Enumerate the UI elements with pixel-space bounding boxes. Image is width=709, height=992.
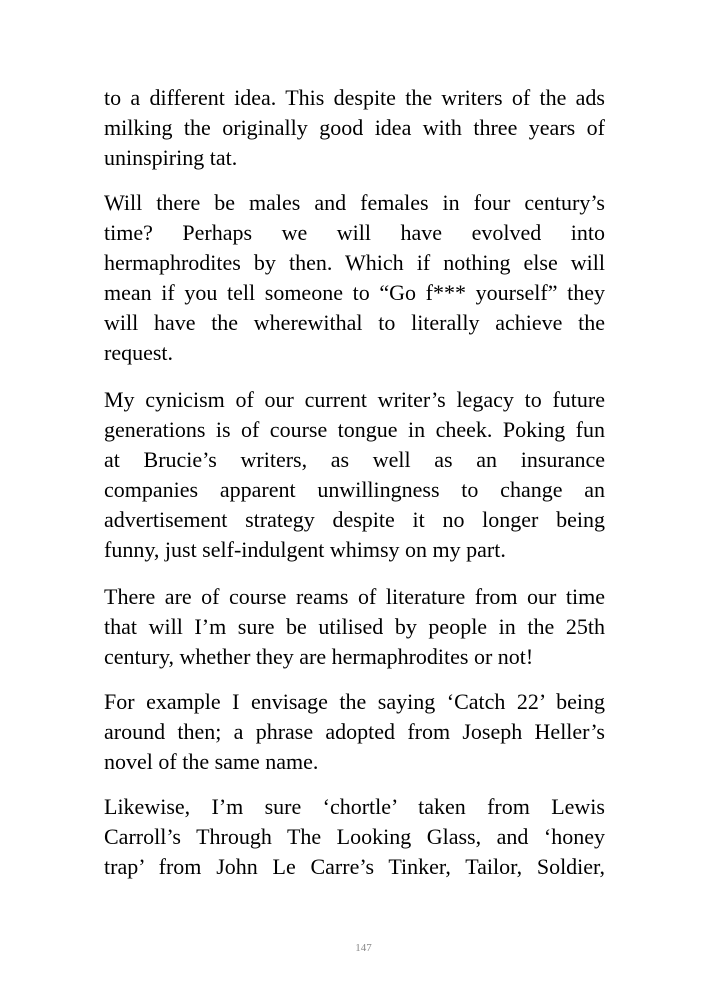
text-line: For example I envisage the saying ‘Catch 22’ being bbox=[104, 689, 605, 714]
text-line: that will I’m sure be utilised by people in the 25th bbox=[104, 614, 605, 639]
text-line: request. bbox=[104, 340, 174, 365]
text-line: uninspiring tat. bbox=[104, 145, 238, 170]
paragraph bbox=[104, 188, 605, 368]
text-line: to a different idea. This despite the writers of the ads bbox=[104, 85, 605, 110]
paragraph bbox=[104, 83, 605, 173]
text-line: generations is of course tongue in cheek. Poking fun bbox=[104, 417, 605, 442]
text-line: at Brucie’s writers, as well as an insurance bbox=[104, 447, 605, 472]
text-line: around then; a phrase adopted from Joseph Heller’s bbox=[104, 719, 605, 744]
text-line: novel of the same name. bbox=[104, 749, 319, 774]
text-line: advertisement strategy despite it no longer being bbox=[104, 507, 605, 532]
text-line: Will there be males and females in four century’s bbox=[104, 190, 605, 215]
text-line: will have the wherewithal to literally achieve the bbox=[104, 310, 605, 335]
text-line: There are of course reams of literature from our time bbox=[104, 584, 605, 609]
text-line: mean if you tell someone to “Go f*** yourself” they bbox=[104, 280, 605, 305]
paragraph bbox=[104, 385, 605, 565]
text-line: century, whether they are hermaphrodites or not! bbox=[104, 644, 534, 669]
text-line: hermaphrodites by then. Which if nothing else will bbox=[104, 250, 605, 275]
text-line: milking the originally good idea with three years of bbox=[104, 115, 605, 140]
text-line: companies apparent unwillingness to change an bbox=[104, 477, 605, 502]
paragraph bbox=[104, 687, 605, 777]
text-line: time? Perhaps we will have evolved into bbox=[104, 220, 605, 245]
page-number: 147 bbox=[355, 942, 372, 954]
text-line: trap’ from John Le Carre’s Tinker, Tailor, Soldier, bbox=[104, 854, 605, 879]
text-line: My cynicism of our current writer’s legacy to future bbox=[104, 387, 605, 412]
paragraph bbox=[104, 582, 605, 672]
text-line: funny, just self-indulgent whimsy on my part. bbox=[104, 537, 506, 562]
text-line: Carroll’s Through The Looking Glass, and ‘honey bbox=[104, 824, 605, 849]
text-line: Likewise, I’m sure ‘chortle’ taken from Lewis bbox=[104, 794, 605, 819]
paragraph bbox=[104, 792, 605, 882]
